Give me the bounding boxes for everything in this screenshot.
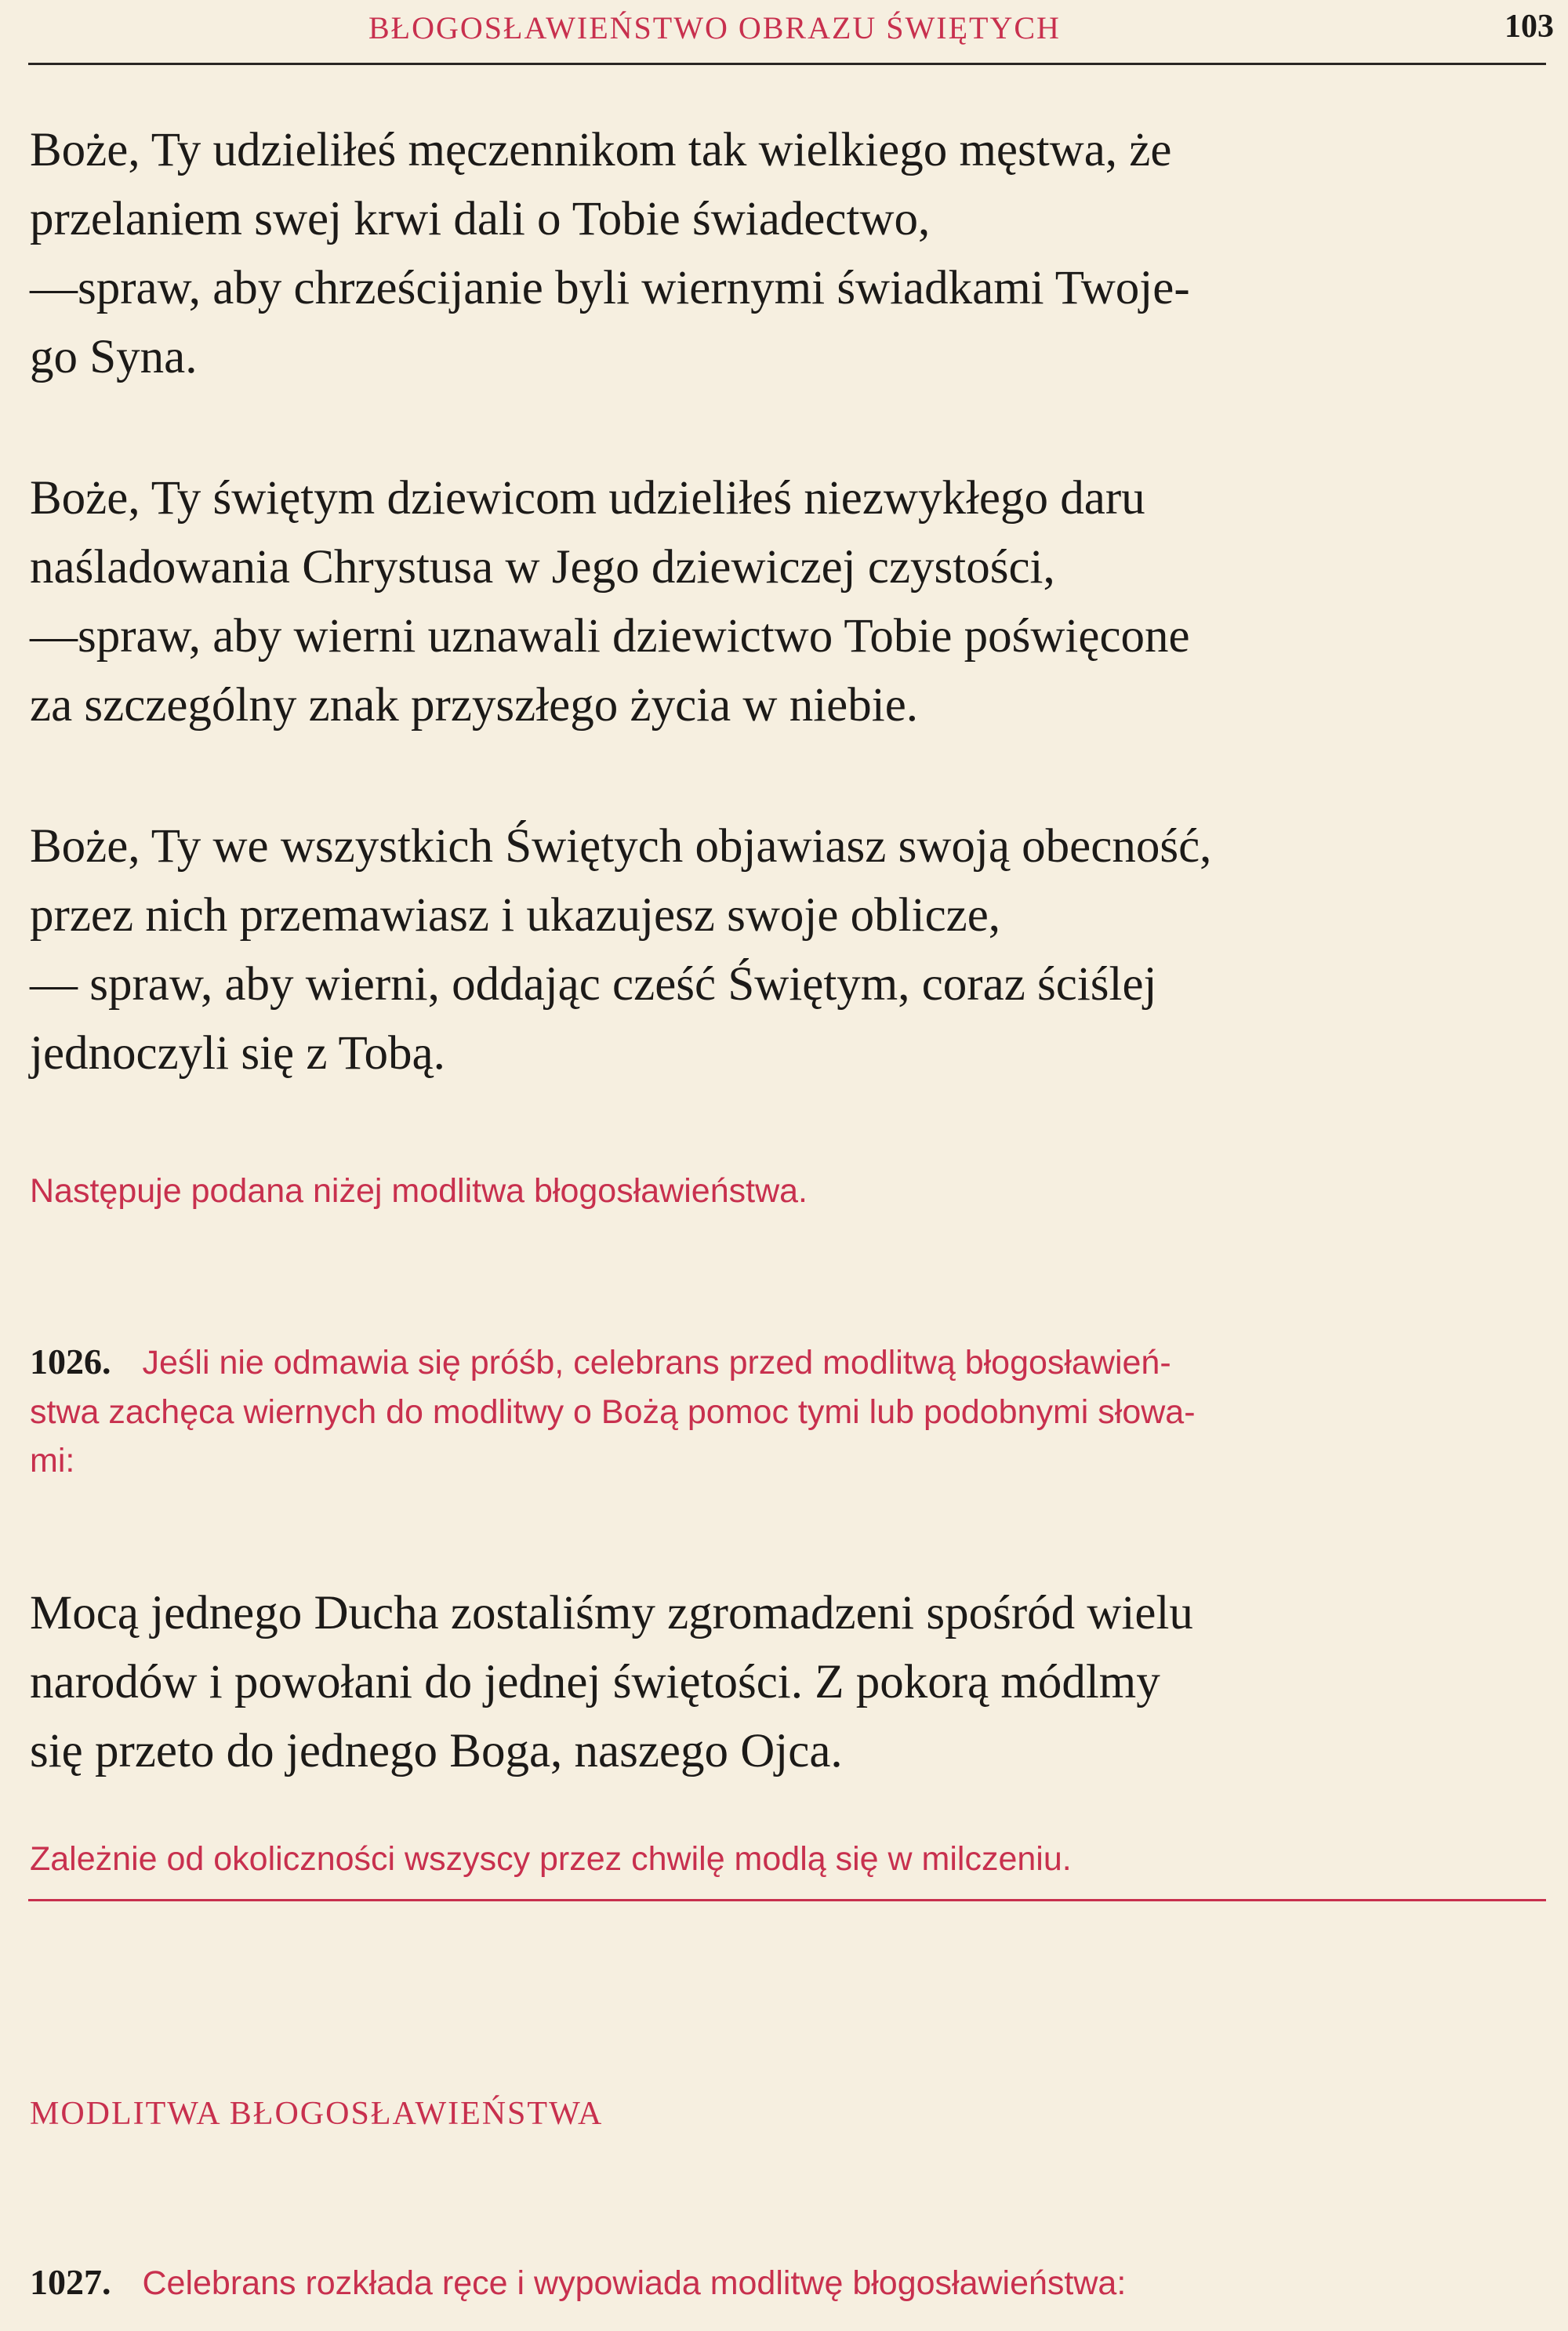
petition-virgins [30, 464, 1555, 740]
invitation-line: narodów i powołani do jednej świętości. Z pokorą módlmy [30, 1656, 1160, 1708]
petition-line: za szczególny znak przyszłego życia w niebie. [30, 679, 919, 732]
petition-line: Boże, Ty udzieliłeś męczennikom tak wielkiego męstwa, że [30, 124, 1172, 176]
petition-line: —spraw, aby chrześcijanie byli wiernymi świadkami Twoje- [30, 262, 1190, 314]
petition-line: naśladowania Chrystusa w Jego dziewiczej czystości, [30, 541, 1055, 594]
header-rule [28, 63, 1546, 65]
petition-line: Boże, Ty we wszystkich Świętych objawiasz swoją obecność, [30, 820, 1212, 873]
rubric-text: Zależnie od okoliczności wszyscy przez chwilę modlą się w milczeniu. [30, 1840, 1072, 1878]
petition-line: przez nich przemawiasz i ukazujesz swoje oblicze, [30, 889, 1001, 942]
section-number: 1026. [30, 1342, 111, 1382]
petition-line: przelaniem swej krwi dali o Tobie świadectwo, [30, 193, 931, 245]
rubric-blessing-follows [30, 1167, 1555, 1215]
rubric-silent-prayer [30, 1835, 1555, 1883]
rubric-text: stwa zachęca wiernych do modlitwy o Bożą pomoc tymi lub podobnymi słowa- [30, 1393, 1196, 1431]
invitation-to-prayer [30, 1579, 1555, 1786]
section-divider [28, 1899, 1546, 1901]
section-1027 [30, 2258, 1555, 2308]
section-1026 [30, 1338, 1555, 1485]
rubric-text: Jeśli nie odmawia się próśb, celebrans przed modlitwą błogosławień- [142, 1344, 1171, 1382]
rubric-text: Celebrans rozkłada ręce i wypowiada modlitwę błogosławieństwa: [142, 2264, 1127, 2302]
petition-line: —spraw, aby wierni uznawali dziewictwo Tobie poświęcone [30, 610, 1190, 663]
petition-line: jednoczyli się z Tobą. [30, 1027, 445, 1080]
petition-line: — spraw, aby wierni, oddając cześć Świętym, coraz ściślej [30, 958, 1157, 1011]
page-number: 103 [1504, 9, 1554, 45]
petition-saints [30, 812, 1555, 1088]
petition-line: go Syna. [30, 331, 198, 383]
invitation-line: Mocą jednego Ducha zostaliśmy zgromadzeni spośród wielu [30, 1587, 1193, 1639]
page-header [0, 0, 1568, 71]
section-number: 1027. [30, 2262, 111, 2302]
petition-line: Boże, Ty świętym dziewicom udzieliłeś niezwykłego daru [30, 472, 1145, 525]
rubric-text: mi: [30, 1442, 75, 1480]
invitation-line: się przeto do jednego Boga, naszego Ojca. [30, 1725, 843, 1777]
rubric-text: Następuje podana niżej modlitwa błogosławieństwa. [30, 1172, 808, 1210]
section-heading: MODLITWA BŁOGOSŁAWIEŃSTWA [30, 2096, 604, 2132]
running-title: BŁOGOSŁAWIEŃSTWO OBRAZU ŚWIĘTYCH [368, 10, 1061, 45]
petition-martyrs [30, 116, 1555, 392]
